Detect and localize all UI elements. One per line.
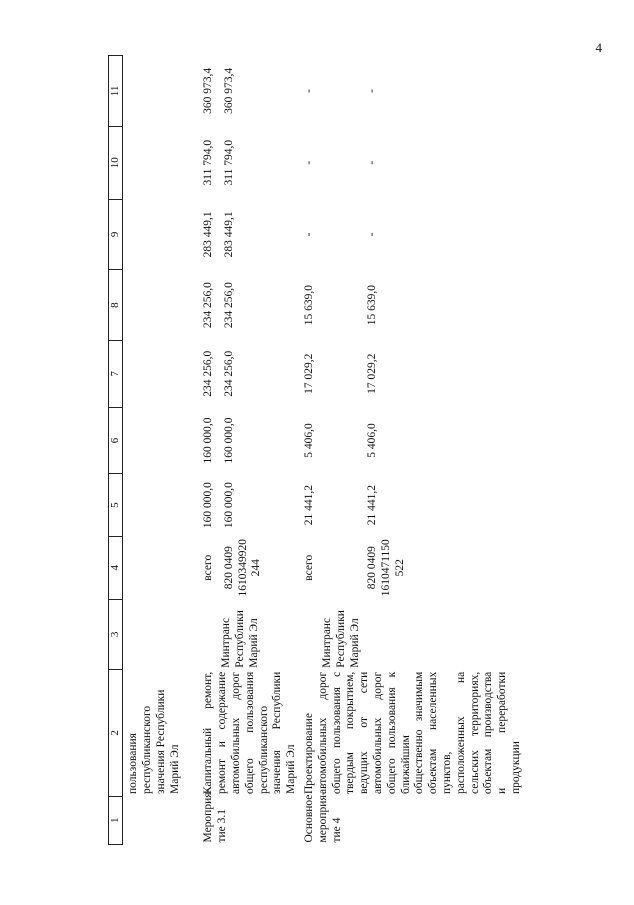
value-cell: 234 256,0 — [202, 282, 215, 329]
value-cell: 15 639,0 — [366, 284, 379, 326]
executor-cell: Минтранс Республики Марий Эл — [320, 610, 361, 668]
value-cell: 5 406,0 — [366, 423, 379, 458]
activity-code-cell: Основное мероприя-тие 4 — [302, 791, 343, 843]
value-cell: 311 794,0 — [222, 139, 235, 186]
value-cell: - — [366, 88, 379, 93]
value-cell: 17 029,2 — [302, 353, 315, 394]
budget-table-rotated — [108, 55, 522, 845]
column-header: 3 — [109, 599, 123, 670]
value-cell: 160 000,0 — [222, 482, 235, 529]
value-cell: 283 449,1 — [222, 211, 235, 258]
value-cell: 360 973,4 — [222, 67, 235, 114]
page-number: 4 — [595, 40, 602, 55]
table-row — [198, 56, 219, 845]
column-header: 10 — [109, 126, 123, 199]
budget-code-line: 522 — [393, 559, 406, 577]
value-cell: 234 256,0 — [202, 350, 215, 397]
value-cell: 311 794,0 — [202, 139, 215, 186]
activity-description-cell: Проектирование автомобильных дорог общего пользования с твердым покрытием, ведущих от сети автомобильных дорог общего пользования к ближайшим общественно значимым объектам населенных пунктов, расположенных на сельских территориях, объектам производства и переработки продукции — [302, 671, 522, 795]
value-cell: 21 441,2 — [366, 484, 379, 526]
value-cell: 234 256,0 — [222, 282, 235, 329]
activity-code-cell — [123, 796, 199, 844]
column-header: 1 — [109, 796, 123, 844]
column-header: 4 — [109, 536, 123, 599]
column-header: 2 — [109, 670, 123, 796]
column-header: 8 — [109, 270, 123, 341]
column-header: 9 — [109, 199, 123, 270]
value-cell: 21 441,2 — [302, 484, 315, 526]
value-cell: - — [302, 160, 315, 165]
value-cell: - — [302, 232, 315, 237]
column-number-row — [109, 56, 123, 845]
budget-code-cell — [362, 536, 523, 599]
column-header: 5 — [109, 474, 123, 537]
budget-table — [108, 55, 524, 845]
activity-description-cell: пользования республиканского значения Республики Марий Эл — [127, 689, 181, 795]
executor-cell — [123, 599, 199, 670]
budget-code-line: 1610349920 — [236, 538, 249, 597]
budget-code-total-label: всего — [302, 554, 315, 581]
value-cell: 160 000,0 — [222, 417, 235, 464]
table-row — [123, 56, 199, 845]
table-row — [299, 56, 362, 845]
activity-code-cell: Мероприя-тие 3.1 — [202, 788, 229, 843]
value-cell: - — [366, 160, 379, 165]
budget-code-line: 1610471150 — [380, 539, 393, 597]
value-cell: 17 029,2 — [366, 353, 379, 394]
value-cell: - — [366, 232, 379, 237]
budget-code-line: 820 0409 — [222, 546, 235, 590]
value-cell: 234 256,0 — [222, 350, 235, 397]
column-header: 7 — [109, 340, 123, 407]
value-cell: 160 000,0 — [202, 417, 215, 464]
activity-description-cell: Капитальный ремонт, ремонт и содержание автомобильных дорог общего пользования республиканского значения Республики Марий Эл — [202, 671, 298, 795]
value-cell: - — [302, 88, 315, 93]
column-header: 6 — [109, 407, 123, 474]
column-header: 11 — [109, 56, 123, 127]
executor-cell: Минтранс Республики Марий Эл — [220, 610, 260, 668]
value-cell: 283 449,1 — [202, 211, 215, 258]
value-cell: 160 000,0 — [202, 482, 215, 529]
budget-code-cell — [219, 536, 299, 599]
budget-code-line: 244 — [250, 559, 263, 577]
value-cell: 360 973,4 — [202, 67, 215, 114]
value-cell: 5 406,0 — [302, 423, 315, 458]
budget-code-total-label: всего — [202, 554, 215, 581]
budget-code-line: 820 0409 — [366, 546, 379, 590]
value-cell: 15 639,0 — [302, 284, 315, 326]
